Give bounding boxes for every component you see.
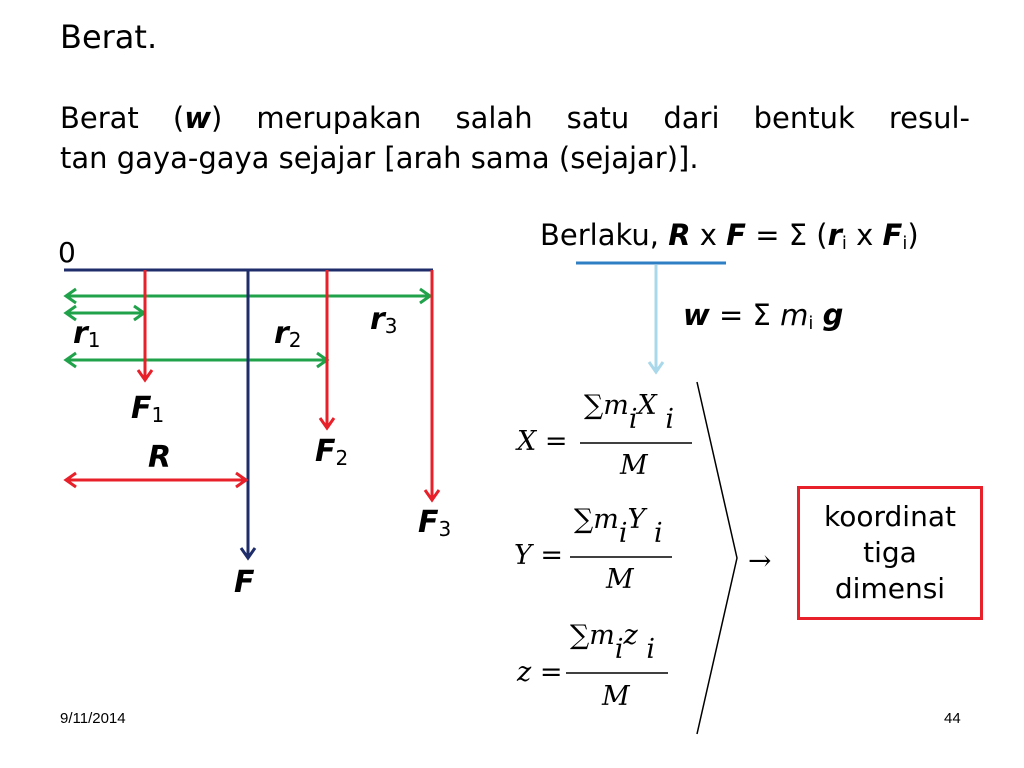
formula-X-var: X (517, 426, 537, 457)
berlaku-Fi: F (882, 218, 903, 252)
r2-symbol: r (274, 316, 289, 351)
formula-Y-lhs (514, 540, 563, 571)
down-arrow (649, 265, 663, 372)
berlaku-F: F (726, 218, 746, 252)
berlaku-close: ) (907, 218, 919, 252)
formula-Y-eq: = (540, 540, 564, 571)
formula-Y-Yi: Y (627, 504, 646, 535)
berlaku-R: R (668, 218, 691, 252)
w-g: g (822, 298, 844, 332)
w-m-sub: i (808, 313, 814, 334)
formula-z-denominator: M (602, 681, 630, 712)
F-resultant-label: F (234, 565, 255, 600)
origin-label: 0 (58, 236, 76, 269)
formula-X-lhs (517, 426, 567, 457)
paragraph-line-2: tan gaya-gaya sejajar [arah sama (sejajar)]. (60, 141, 699, 175)
formula-X-sigma: ∑ (584, 390, 604, 421)
formula-X-Xi: X (637, 390, 657, 421)
berlaku-times2: x (846, 218, 883, 252)
r2-subscript: 2 (288, 328, 302, 352)
weight-formula (683, 298, 843, 334)
paragraph-w-symbol: w (184, 101, 211, 135)
F1-label (131, 391, 164, 427)
r1-symbol: r (73, 316, 88, 351)
berlaku-text: Berlaku, (540, 218, 669, 252)
slide-title: Berat. (60, 18, 158, 56)
formula-z-i2: i (646, 634, 655, 665)
w-m: m (780, 298, 809, 332)
formula-X-i1: i (628, 404, 638, 435)
r3-subscript: 3 (384, 314, 398, 338)
koordinat-line-3: dimensi (834, 572, 946, 605)
berlaku-eq: = Σ ( (745, 218, 828, 252)
koordinat-line-2: tiga (863, 536, 917, 569)
formula-z-sigma: ∑ (570, 620, 590, 651)
formula-Y-i1: i (618, 518, 628, 549)
formula-z-numerator (570, 620, 655, 665)
footer-page-number: 44 (944, 710, 961, 727)
paragraph-text: Berat ( (60, 101, 185, 135)
berlaku-formula (540, 218, 919, 254)
berlaku-r: r (827, 218, 842, 252)
paragraph-text: ) merupakan salah satu dari bentuk resul- (211, 101, 970, 135)
formula-X-m: m (603, 390, 629, 421)
formula-Y-sigma: ∑ (574, 504, 594, 535)
F1-symbol: F (131, 391, 152, 426)
formula-Y-i2: i (653, 518, 663, 549)
r1-label (73, 316, 101, 352)
footer-date: 9/11/2014 (60, 710, 126, 727)
r3-symbol: r (370, 302, 385, 337)
formula-X-numerator (584, 390, 674, 435)
angle-bracket (697, 382, 737, 734)
formula-Y-numerator (574, 504, 663, 549)
F-resultant-arrow (241, 270, 255, 558)
F3-subscript: 3 (438, 517, 452, 541)
r3-label (370, 302, 398, 338)
r2-arrow (66, 353, 327, 367)
w-symbol: w (683, 298, 710, 332)
F2-label (315, 434, 348, 470)
formula-X-i2: i (665, 404, 674, 435)
formula-z-zi: z (623, 620, 638, 651)
formula-z-eq: = (539, 657, 563, 688)
formula-X-denominator: M (620, 450, 648, 481)
implies-arrow-icon: → (748, 544, 772, 577)
formula-z-lhs (517, 657, 562, 688)
berlaku-times: x (690, 218, 727, 252)
F1-arrow (138, 270, 152, 380)
formula-z-var: z (517, 657, 532, 688)
R-label: R (148, 440, 172, 475)
F2-arrow (320, 270, 334, 428)
F3-label (418, 505, 451, 541)
r1-subscript: 1 (87, 328, 101, 352)
formula-z-i1: i (614, 634, 624, 665)
r2-label (274, 316, 302, 352)
berlaku-r-sub: i (841, 233, 847, 254)
formula-z-m: m (589, 620, 615, 651)
formula-Y-var: Y (514, 540, 532, 571)
R-arrow (66, 473, 246, 487)
w-eq: = Σ (709, 298, 781, 332)
F3-arrow (425, 270, 439, 500)
formula-X-eq: = (544, 426, 568, 457)
F1-subscript: 1 (151, 403, 165, 427)
F2-symbol: F (315, 434, 336, 469)
F3-symbol: F (418, 505, 439, 540)
F2-subscript: 2 (335, 446, 349, 470)
koordinat-line-1: koordinat (824, 500, 956, 533)
formula-Y-m: m (593, 504, 619, 535)
berlaku-Fi-sub: i (902, 233, 908, 254)
koordinat-box (797, 486, 983, 620)
formula-Y-denominator: M (606, 564, 634, 595)
